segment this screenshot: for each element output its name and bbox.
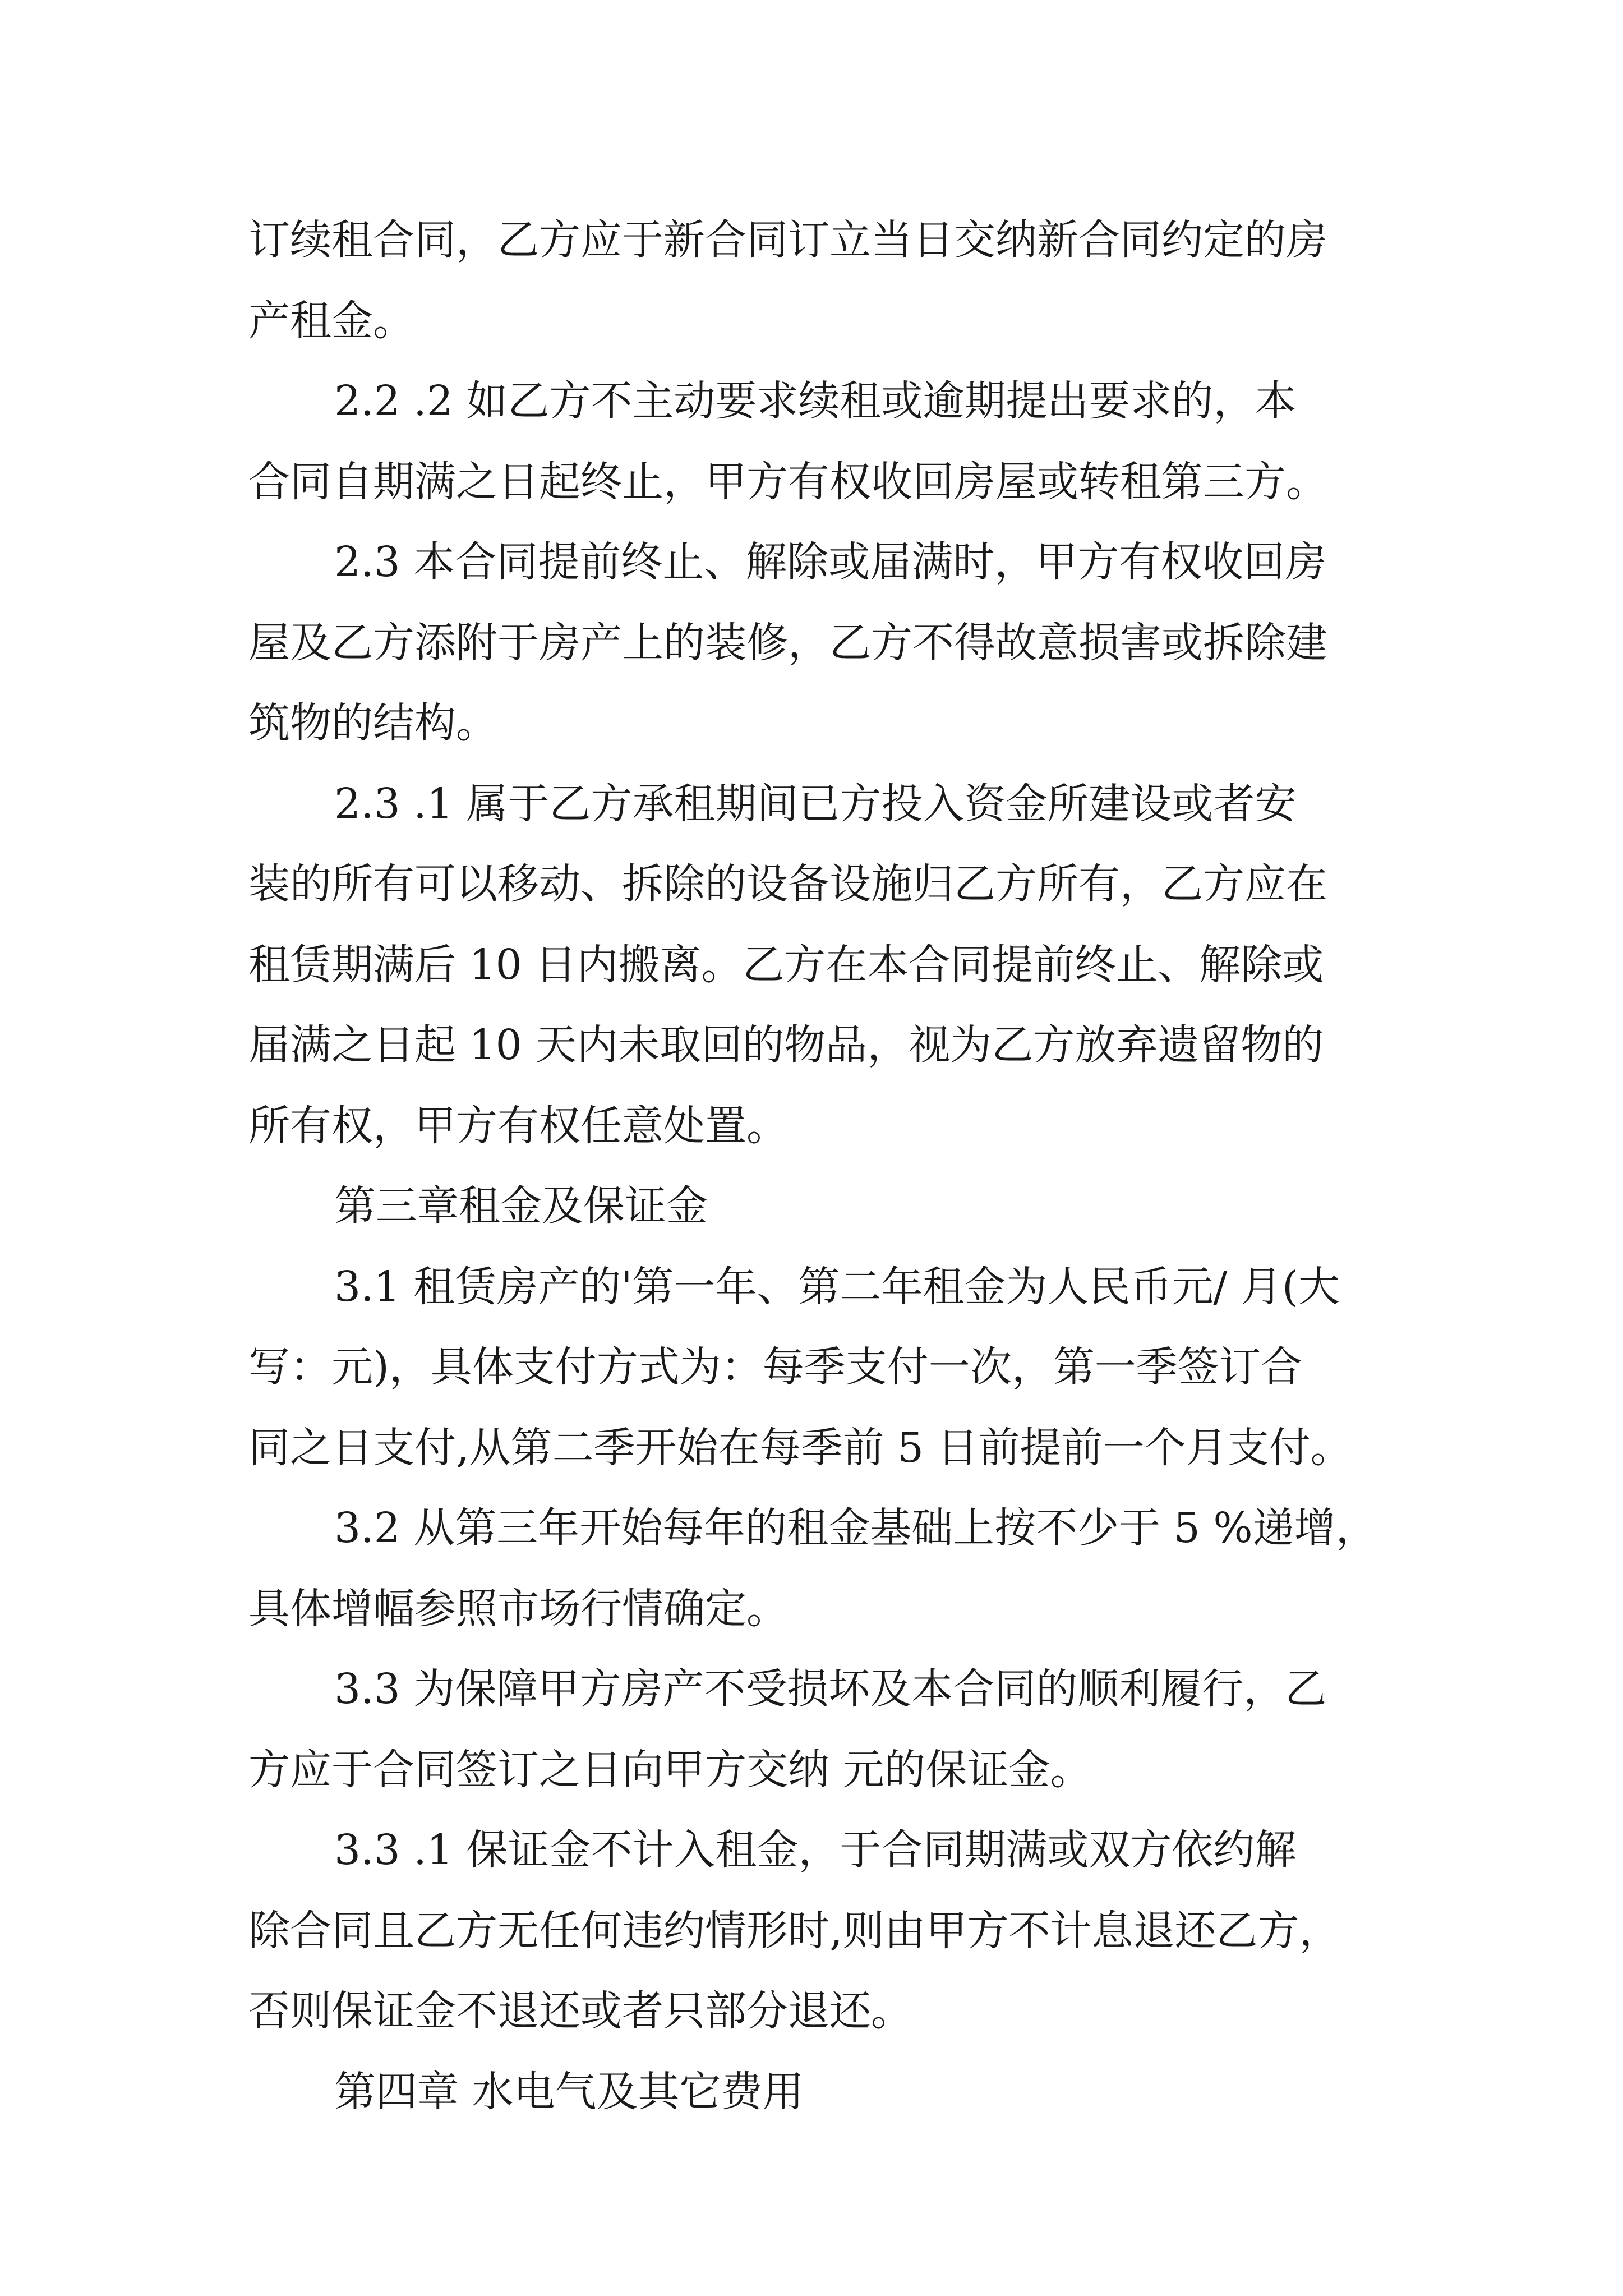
body-line: 除合同且乙方无任何违约情形时,则由甲方不计息退还乙方， bbox=[248, 1907, 1341, 1955]
clause-2-2-2: 2.2 .2 如乙方不主动要求续租或逾期提出要求的，本 bbox=[334, 377, 1297, 425]
body-line: 产租金。 bbox=[248, 297, 414, 345]
body-line: 租赁期满后 10 日内搬离。乙方在本合同提前终止、解除或 bbox=[248, 941, 1324, 989]
body-line: 屋及乙方添附于房产上的装修，乙方不得故意损害或拆除建 bbox=[248, 619, 1327, 667]
chapter-3-heading: 第三章租金及保证金 bbox=[334, 1182, 708, 1230]
clause-3-3-1: 3.3 .1 保证金不计入租金，于合同期满或双方依约解 bbox=[334, 1826, 1297, 1874]
body-line: 具体增幅参照市场行情确定。 bbox=[248, 1585, 788, 1633]
body-line: 同之日支付,从第二季开始在每季前 5 日前提前一个月支付。 bbox=[248, 1424, 1352, 1472]
body-line: 写：元)，具体支付方式为：每季支付一次，第一季签订合 bbox=[248, 1343, 1302, 1391]
body-line: 装的所有可以移动、拆除的设备设施归乙方所有，乙方应在 bbox=[248, 860, 1327, 908]
body-line: 否则保证金不退还或者只部分退还。 bbox=[248, 1987, 912, 2035]
clause-3-3: 3.3 为保障甲方房产不受损坏及本合同的顺利履行，乙 bbox=[334, 1665, 1327, 1713]
body-line: 订续租合同，乙方应于新合同订立当日交纳新合同约定的房 bbox=[248, 216, 1327, 264]
clause-2-3: 2.3 本合同提前终止、解除或届满时，甲方有权收回房 bbox=[334, 538, 1327, 586]
body-line: 所有权，甲方有权任意处置。 bbox=[248, 1102, 788, 1150]
chapter-4-heading: 第四章 水电气及其它费用 bbox=[334, 2068, 804, 2116]
clause-2-3-1: 2.3 .1 属于乙方承租期间已方投入资金所建设或者安 bbox=[334, 780, 1297, 828]
body-line: 届满之日起 10 天内未取回的物品，视为乙方放弃遗留物的 bbox=[248, 1021, 1324, 1069]
clause-3-2: 3.2 从第三年开始每年的租金基础上按不少于 5 %递增， bbox=[334, 1504, 1377, 1552]
body-line: 筑物的结构。 bbox=[248, 699, 497, 747]
clause-3-1: 3.1 租赁房产的'第一年、第二年租金为人民币元/ 月(大 bbox=[334, 1263, 1340, 1311]
body-line: 合同自期满之日起终止，甲方有权收回房屋或转租第三方。 bbox=[248, 458, 1327, 506]
body-line: 方应于合同签订之日向甲方交纳 元的保证金。 bbox=[248, 1746, 1092, 1794]
